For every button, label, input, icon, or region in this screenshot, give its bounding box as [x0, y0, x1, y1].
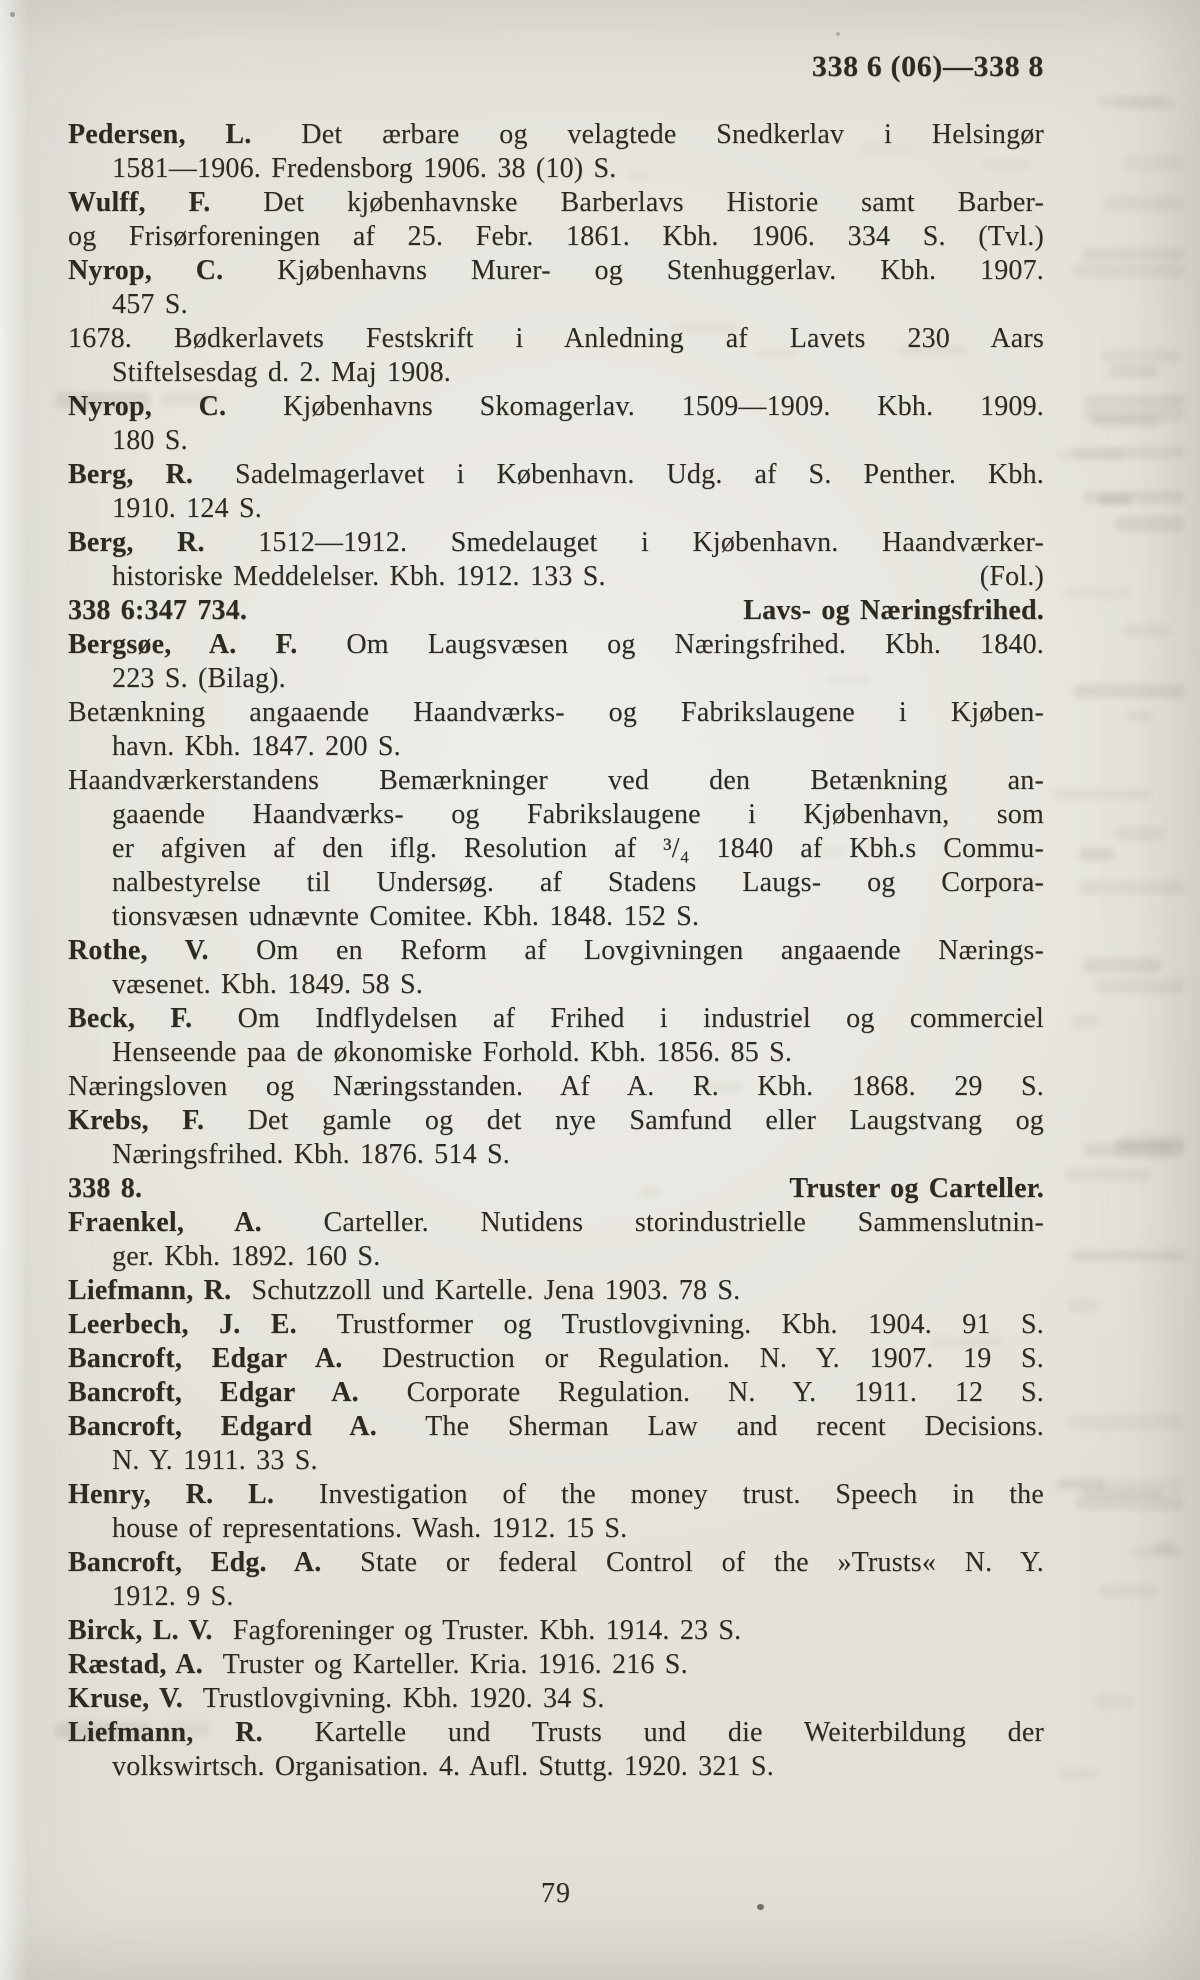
bibliography-entry [68, 1070, 1044, 1104]
bibliography-entry [68, 1682, 1044, 1716]
bleedthrough-smudge [1071, 1250, 1185, 1261]
entry-line: Wulff, F. Det kjøbenhavnske Barberlavs Historie samt Barber- [68, 187, 1044, 218]
entry-author: Bancroft, Edgar A. [68, 1377, 359, 1408]
entry-line: Nyrop, C. Kjøbenhavns Skomagerlav. 1509—1909. Kbh. 1909. [68, 391, 1044, 422]
bibliography-entry [68, 764, 1044, 934]
bleedthrough-smudge [1075, 1495, 1185, 1510]
section-heading [68, 1172, 1044, 1206]
entry-line: havn. Kbh. 1847. 200 S. [112, 731, 401, 762]
entry-line: Pedersen, L. Det ærbare og velagtede Snedkerlav i Helsingør [68, 119, 1044, 150]
entry-line: Henseende paa de økonomiske Forhold. Kbh. 1856. 85 S. [112, 1037, 793, 1068]
entry-line: væsenet. Kbh. 1849. 58 S. [112, 969, 423, 1000]
bibliography-entry [68, 526, 1044, 594]
entry-author: Pedersen, L. [68, 119, 252, 150]
entry-line: 180 S. [112, 425, 188, 456]
bleedthrough-smudge [1101, 350, 1180, 362]
entry-line: historiske Meddelelser. Kbh. 1912. 133 S. (Fol.) [112, 561, 1044, 592]
bibliography-entry [68, 322, 1044, 390]
entry-line: Næringsloven og Næringsstanden. Af A. R. Kbh. 1868. 29 S. [68, 1071, 1044, 1102]
entry-line: Fraenkel, A. Carteller. Nutidens storindustrielle Sammenslutnin- [68, 1207, 1044, 1238]
bleedthrough-smudge [1083, 406, 1185, 422]
bleedthrough-smudge [1133, 1546, 1185, 1558]
bleedthrough-smudge [1056, 450, 1126, 461]
bleedthrough-smudge [1092, 415, 1159, 427]
entry-line: og Frisørforeningen af 25. Febr. 1861. Kbh. 1906. 334 S. (Tvl.) [68, 221, 1044, 252]
entry-line: Ræstad, A. Truster og Karteller. Kria. 1916. 216 S. [68, 1649, 688, 1680]
bleedthrough-smudge [1079, 881, 1185, 895]
section-number: 338 6:347 734. [68, 595, 248, 626]
bibliography-entries [68, 118, 1044, 1784]
bibliography-entry [68, 934, 1044, 1002]
bleedthrough-smudge [1064, 587, 1131, 599]
entry-author: Nyrop, C. [68, 391, 227, 422]
entry-line: tionsvæsen udnævnte Comitee. Kbh. 1848. 152 S. [112, 901, 700, 932]
entry-line: Liefmann, R. Schutzzoll und Kartelle. Jena 1903. 78 S. [68, 1275, 741, 1306]
bibliography-entry [68, 1478, 1044, 1546]
entry-author: Kruse, V. [68, 1683, 184, 1714]
entry-line: Bancroft, Edgar A. Corporate Regulation. N. Y. 1911. 12 S. [68, 1377, 1044, 1408]
bibliography-entry [68, 254, 1044, 322]
entry-author: Bancroft, Edg. A. [68, 1547, 322, 1578]
bleedthrough-smudge [1065, 1168, 1153, 1181]
bibliography-entry [68, 1614, 1044, 1648]
bleedthrough-smudge [1095, 979, 1185, 994]
entry-line: Nyrop, C. Kjøbenhavns Murer- og Stenhuggerlav. Kbh. 1907. [68, 255, 1044, 286]
entry-line: 457 S. [112, 289, 188, 320]
bleedthrough-smudge [1070, 1015, 1101, 1029]
entry-author: Leerbech, J. E. [68, 1309, 297, 1340]
entry-line: 223 S. (Bilag). [112, 663, 286, 694]
bibliography-entry [68, 458, 1044, 526]
ink-speck [836, 32, 840, 36]
bleedthrough-smudge [1153, 1541, 1175, 1553]
entry-line: Birck, L. V. Fagforeninger og Truster. Kbh. 1914. 23 S. [68, 1615, 742, 1646]
entry-author: Berg, R. [68, 527, 205, 558]
bibliography-entry [68, 1274, 1044, 1308]
ink-speck [10, 12, 15, 17]
bibliography-entry [68, 1206, 1044, 1274]
entry-line: Krebs, F. Det gamle og det nye Samfund eller Laugstvang og [68, 1105, 1044, 1136]
entry-line: N. Y. 1911. 33 S. [112, 1445, 318, 1476]
bleedthrough-smudge [1123, 156, 1185, 171]
entry-line: Bancroft, Edg. A. State or federal Control of the »Trusts« N. Y. [68, 1547, 1044, 1578]
bibliography-entry [68, 390, 1044, 458]
bleedthrough-smudge [1081, 248, 1185, 260]
bleedthrough-smudge [1085, 395, 1185, 406]
entry-author: Bergsøe, A. F. [68, 629, 298, 660]
page-number: 79 [541, 1878, 571, 1909]
bibliography-entry [68, 1546, 1044, 1614]
entry-line: Beck, F. Om Indflydelsen af Frihed i industriel og commerciel [68, 1003, 1044, 1034]
entry-line: Stiftelsesdag d. 2. Maj 1908. [112, 357, 451, 388]
bibliography-entry [68, 118, 1044, 186]
bibliography-entry [68, 1104, 1044, 1172]
bleedthrough-smudge [1098, 494, 1131, 506]
bleedthrough-smudge [1079, 848, 1115, 861]
entry-author: Rothe, V. [68, 935, 209, 966]
bleedthrough-smudge [1129, 96, 1175, 108]
entry-author: Beck, F. [68, 1003, 193, 1034]
entry-line: house of representations. Wash. 1912. 15 S. [112, 1513, 628, 1544]
entry-author: Bancroft, Edgard A. [68, 1411, 377, 1442]
entry-line: Leerbech, J. E. Trustformer og Trustlovgivning. Kbh. 1904. 91 S. [68, 1309, 1044, 1340]
bleedthrough-smudge [1056, 1478, 1104, 1490]
bleedthrough-smudge [1093, 1695, 1133, 1710]
format-note: (Fol.) [979, 561, 1044, 592]
entry-line: Liefmann, R. Kartelle und Trusts und die Weiterbildung der [68, 1717, 1044, 1748]
entry-line: Betænkning angaaende Haandværks- og Fabrikslaugene i Kjøben- [68, 697, 1044, 728]
bleedthrough-smudge [1084, 1142, 1185, 1157]
bleedthrough-smudge [1098, 1478, 1185, 1493]
entry-line: ger. Kbh. 1892. 160 S. [112, 1241, 381, 1272]
entry-author: Fraenkel, A. [68, 1207, 262, 1238]
bibliography-entry [68, 1716, 1044, 1784]
section-title: Truster og Carteller. [789, 1173, 1044, 1204]
entry-line: Rothe, V. Om en Reform af Lovgivningen angaaende Nærings- [68, 935, 1045, 966]
entry-line: Bancroft, Edgard A. The Sherman Law and recent Decisions. [68, 1411, 1044, 1442]
bibliography-entry [68, 186, 1044, 254]
entry-author: Ræstad, A. [68, 1649, 203, 1680]
entry-author: Liefmann, R. [68, 1275, 232, 1306]
section-number: 338 8. [68, 1173, 143, 1204]
entry-line: 1581—1906. Fredensborg 1906. 38 (10) S. [112, 153, 617, 184]
entry-line: Næringsfrihed. Kbh. 1876. 514 S. [112, 1139, 510, 1170]
bibliography-entry [68, 1410, 1044, 1478]
section-heading [68, 594, 1044, 628]
entry-line: 1910. 124 S. [112, 493, 262, 524]
entry-line: nalbestyrelse til Undersøg. af Stadens Laugs- og Corpora- [112, 867, 1044, 898]
bleedthrough-smudge [1082, 1486, 1162, 1500]
bleedthrough-smudge [1097, 96, 1130, 107]
bleedthrough-smudge [1083, 958, 1162, 973]
entry-author: Krebs, F. [68, 1105, 205, 1136]
bleedthrough-smudge [1071, 447, 1185, 458]
bleedthrough-smudge [1113, 826, 1164, 841]
bibliography-entry [68, 696, 1044, 764]
bleedthrough-smudge [1067, 1415, 1185, 1430]
entry-author: Berg, R. [68, 459, 194, 490]
bleedthrough-smudge [1073, 684, 1185, 698]
entry-line: Bancroft, Edgar A. Destruction or Regulation. N. Y. 1907. 19 S. [68, 1343, 1044, 1374]
entry-author: Wulff, F. [68, 187, 211, 218]
bleedthrough-smudge [1100, 1585, 1158, 1598]
bleedthrough-smudge [1053, 789, 1152, 801]
entry-line: gaaende Haandværks- og Fabrikslaugene i Kjøbenhavn, som [112, 799, 1044, 830]
entry-line: Kruse, V. Trustlovgivning. Kbh. 1920. 34 S. [68, 1683, 605, 1714]
bleedthrough-smudge [1117, 97, 1163, 110]
bibliography-entry [68, 1308, 1044, 1342]
bibliography-entry [68, 1002, 1044, 1070]
entry-line: Haandværkerstandens Bemærkninger ved den Betænkning an- [68, 765, 1044, 796]
entry-line: Bergsøe, A. F. Om Laugsvæsen og Næringsfrihed. Kbh. 1840. [68, 629, 1044, 660]
bibliography-entry [68, 1648, 1044, 1682]
bibliography-entry [68, 1376, 1044, 1410]
entry-author: Bancroft, Edgar A. [68, 1343, 343, 1374]
bleedthrough-smudge [1123, 624, 1171, 637]
bleedthrough-smudge [1117, 1135, 1185, 1150]
entry-line: Henry, R. L. Investigation of the money trust. Speech in the [68, 1479, 1045, 1510]
bibliography-entry [68, 1342, 1044, 1376]
entry-line: er afgiven af den iflg. Resolution af ³/₄ 1840 af Kbh.s Commu- [112, 833, 1044, 864]
bleedthrough-smudge [1104, 196, 1185, 211]
section-title: Lavs- og Næringsfrihed. [743, 595, 1044, 626]
bleedthrough-smudge [1125, 711, 1153, 722]
entry-line: volkswirtsch. Organisation. 4. Aufl. Stuttg. 1920. 321 S. [112, 1751, 774, 1782]
bleedthrough-smudge [1114, 516, 1185, 532]
entry-author: Birck, L. V. [68, 1615, 213, 1646]
bleedthrough-smudge [1067, 1298, 1099, 1313]
bleedthrough-smudge [1058, 1768, 1100, 1779]
entry-author: Nyrop, C. [68, 255, 224, 286]
bleedthrough-smudge [1109, 365, 1159, 378]
entry-author: Henry, R. L. [68, 1479, 275, 1510]
entry-line: 1678. Bødkerlavets Festskrift i Anledning af Lavets 230 Aars [68, 323, 1044, 354]
bleedthrough-smudge [1114, 1143, 1174, 1159]
entry-author: Liefmann, R. [68, 1717, 263, 1748]
entry-line: Berg, R. 1512—1912. Smedelauget i Kjøbenhavn. Haandværker- [68, 527, 1044, 558]
entry-line: 1912. 9 S. [112, 1581, 234, 1612]
running-head: 338 6 (06)—338 8 [811, 50, 1044, 83]
bibliography-entry [68, 628, 1044, 696]
bleedthrough-smudge [1082, 491, 1185, 503]
entry-line: Berg, R. Sadelmagerlavet i København. Udg. af S. Penther. Kbh. [68, 459, 1044, 490]
bleedthrough-smudge [1072, 263, 1185, 278]
